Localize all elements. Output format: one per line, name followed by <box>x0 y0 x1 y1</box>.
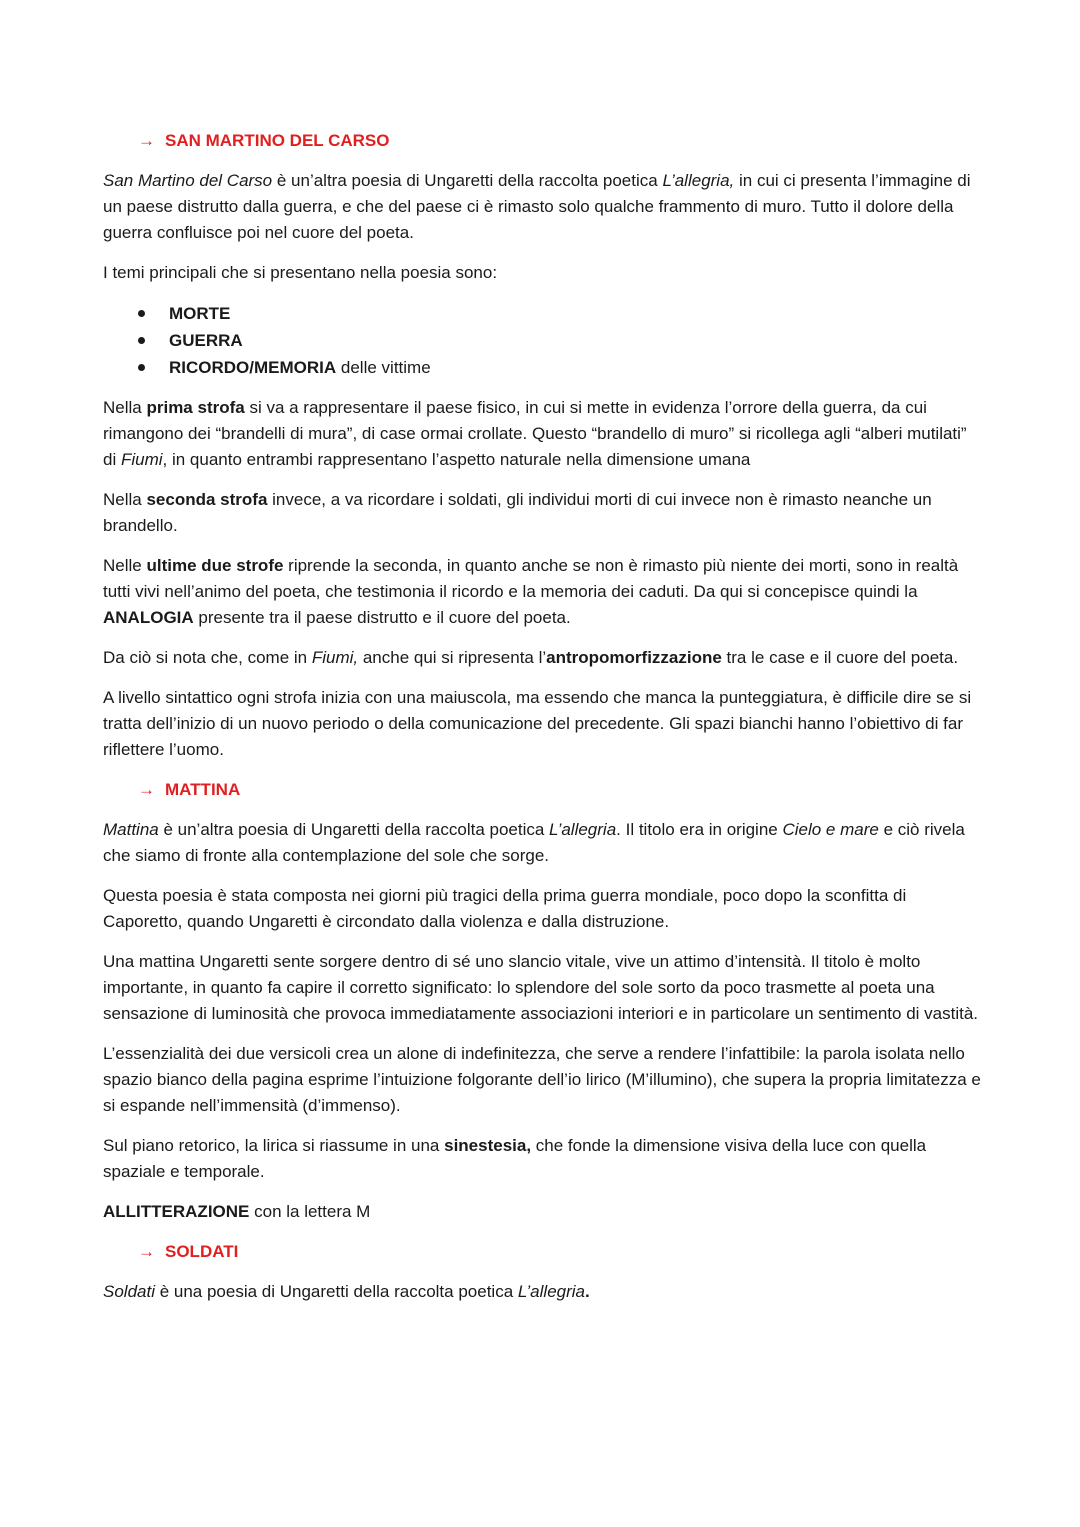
bullet-icon <box>138 364 145 371</box>
paragraph-composizione: Questa poesia è stata composta nei giorni più tragici della prima guerra mondiale, poco dopo la sconfitta di Caporetto, quando Ungaretti è circondato dalla violenza e dalla distruzione. <box>103 886 907 931</box>
arrow-right-icon: → <box>138 780 155 799</box>
paragraph-prima-strofa: Nella prima strofa si va a rappresentare il paese fisico, in cui si mette in evidenza l’orrore della guerra, da cui rimangono dei “brandelli di mura”, di case ormai crollate. Questo “brandello di muro” si ricollega agli “alberi mutilati” di Fiumi, in quanto entrambi rappresentano l’aspetto naturale nella dimensione umana <box>103 398 967 469</box>
arrow-right-icon: → <box>138 131 155 150</box>
paragraph-allitterazione: ALLITTERAZIONE con la lettera M <box>103 1202 371 1221</box>
paragraph-seconda-strofa: Nella seconda strofa invece, a va ricordare i soldati, gli individui morti di cui invece non è rimasto neanche un brandello. <box>103 490 932 535</box>
list-item: GUERRA <box>138 327 983 354</box>
themes-intro: I temi principali che si presentano nella poesia sono: <box>103 263 498 282</box>
paragraph-livello-sintattico: A livello sintattico ogni strofa inizia con una maiuscola, ma essendo che manca la punteggiatura, è difficile dire se si tratta dell’inizio di un nuovo periodo o della comunicazione del precedente. Gli spazi bianchi hanno l’obiettivo di far riflettere l’uomo. <box>103 688 972 759</box>
section-heading-san-martino: → SAN MARTINO DEL CARSO <box>138 131 390 150</box>
bullet-icon <box>138 310 145 317</box>
san-martino-intro: San Martino del Carso è un’altra poesia di Ungaretti della raccolta poetica L’allegria, in cui ci presenta l’immagine di un paese distrutto dalla guerra, e che del paese ci è rimasto solo qualche frammento di muro. Tutto il dolore della guerra confluisce poi nel cuore del poeta. <box>103 171 971 242</box>
themes-list <box>103 300 983 381</box>
paragraph-antropomorfizzazione: Da ciò si nota che, come in Fiumi, anche qui si ripresenta l’antropomorfizzazione tra le case e il cuore del poeta. <box>103 648 959 667</box>
list-item: RICORDO/MEMORIA delle vittime <box>138 354 983 381</box>
paragraph-slancio-vitale: Una mattina Ungaretti sente sorgere dentro di sé uno slancio vitale, vive un attimo d’intensità. Il titolo è molto importante, in quanto fa capire il corretto significato: lo splendore del sole sorto da poco trasmette al poeta una sensazione di luminosità che provoca immediatamente associazioni interiori e in particolare un sentimento di vastità. <box>103 952 979 1023</box>
mattina-intro: Mattina è un’altra poesia di Ungaretti della raccolta poetica L’allegria. Il titolo era in origine Cielo e mare e ciò rivela che siamo di fronte alla contemplazione del sole che sorge. <box>103 820 965 865</box>
list-item: MORTE <box>138 300 983 327</box>
bullet-icon <box>138 337 145 344</box>
soldati-intro: Soldati è una poesia di Ungaretti della raccolta poetica L’allegria. <box>103 1282 590 1301</box>
paragraph-ultime-strofe: Nelle ultime due strofe riprende la seconda, in quanto anche se non è rimasto più niente dei morti, sono in realtà tutti vivi nell’animo del poeta, che testimonia il ricordo e la memoria dei caduti. Da qui si concepisce quindi la ANALOGIA presente tra il paese distrutto e il cuore del poeta. <box>103 556 959 627</box>
section-heading-mattina: → MATTINA <box>138 780 241 799</box>
section-heading-soldati: → SOLDATI <box>138 1242 239 1261</box>
arrow-right-icon: → <box>138 1242 155 1261</box>
paragraph-essenzialita: L’essenzialità dei due versicoli crea un alone di indefinitezza, che serve a rendere l’infattibile: la parola isolata nello spazio bianco della pagina esprime l’intuizione folgorante dell’io lirico (M’illumino), che supera la propria limitatezza e si espande nell’immensità (d’immenso). <box>103 1044 981 1115</box>
document-page <box>103 128 983 1319</box>
paragraph-piano-retorico: Sul piano retorico, la lirica si riassume in una sinestesia, che fonde la dimensione visiva della luce con quella spaziale e temporale. <box>103 1136 927 1181</box>
